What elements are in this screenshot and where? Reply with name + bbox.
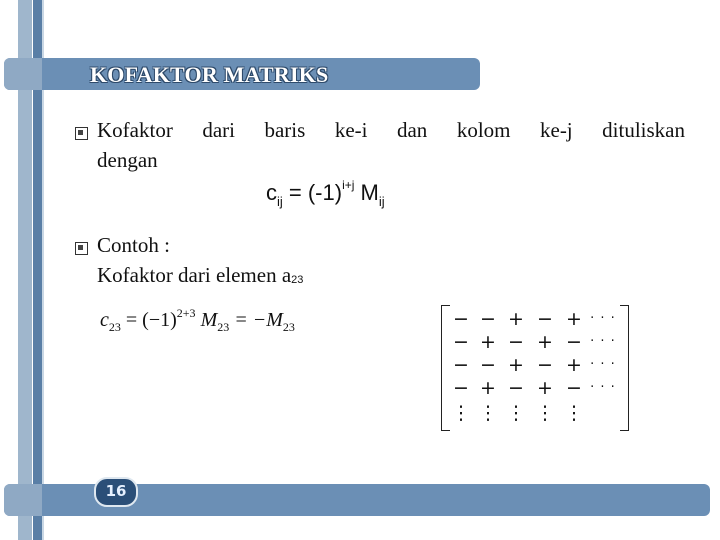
matrix-cell: · · · [590, 357, 616, 372]
matrix-cell: − [508, 331, 524, 353]
formula2-c-sub: 23 [108, 320, 121, 334]
formula1-eq: = (-1) [282, 180, 343, 205]
bullet1-line2: dengan [97, 148, 158, 172]
matrix-cell: + [508, 308, 524, 330]
formula2-c: c [100, 309, 109, 331]
formula1-c-sub: ij [277, 194, 283, 209]
matrix-cell: ⋮ [564, 402, 584, 424]
matrix-cell: − [453, 331, 469, 353]
formula2-M-sub: 23 [217, 320, 230, 334]
matrix-cell: + [480, 331, 496, 353]
matrix-cell: + [537, 377, 553, 399]
bullet2-line2-sub: 23 [291, 274, 304, 286]
matrix-cell: − [480, 308, 496, 330]
matrix-cell: + [566, 354, 582, 376]
formula2-eq2: = −M [229, 309, 283, 331]
matrix-cell: − [537, 354, 553, 376]
matrix-cell: − [453, 308, 469, 330]
bullet2-line2 [97, 263, 303, 288]
formula2-M2-sub: 23 [282, 320, 295, 334]
matrix-cell: − [508, 377, 524, 399]
bullet-square-icon [75, 242, 88, 255]
matrix-cell: + [508, 354, 524, 376]
matrix-cell: ⋮ [478, 402, 498, 424]
cofactor-formula [266, 178, 385, 209]
page-number: 16 [105, 482, 127, 500]
matrix-right-bracket [620, 305, 629, 431]
formula1-exp: i+j [342, 178, 355, 192]
formula2-mid: = (−1) [120, 309, 177, 331]
matrix-cell: − [566, 331, 582, 353]
matrix-cell: − [453, 377, 469, 399]
bullet2-line1: Contoh : [97, 233, 170, 257]
matrix-cell: · · · [590, 380, 616, 395]
matrix-cell: ⋮ [535, 402, 555, 424]
matrix-cell: − [566, 377, 582, 399]
matrix-cell: − [453, 354, 469, 376]
bullet-square-icon [75, 127, 88, 140]
example-formula [100, 306, 295, 335]
matrix-cell: − [480, 354, 496, 376]
matrix-cell: + [566, 308, 582, 330]
formula1-M: M [354, 180, 379, 205]
matrix-cell: ⋮ [451, 402, 471, 424]
bullet2-line2-text: Kofaktor dari elemen a [97, 263, 292, 287]
formula1-M-sub: ij [378, 194, 385, 209]
sign-matrix [441, 305, 629, 429]
formula2-exp: 2+3 [176, 306, 196, 320]
matrix-cell: ⋮ [506, 402, 526, 424]
matrix-cell: − [537, 308, 553, 330]
formula1-c: c [266, 180, 277, 205]
formula2-M: M [195, 309, 218, 331]
bullet1-line1: Kofaktor dari baris ke-i dan kolom ke-j dituliskan [97, 118, 685, 142]
matrix-cell: + [480, 377, 496, 399]
matrix-cell: · · · [590, 334, 616, 349]
slide-title: KOFAKTOR MATRIKS [90, 62, 329, 87]
matrix-cell: · · · [590, 311, 616, 326]
matrix-cell: + [537, 331, 553, 353]
